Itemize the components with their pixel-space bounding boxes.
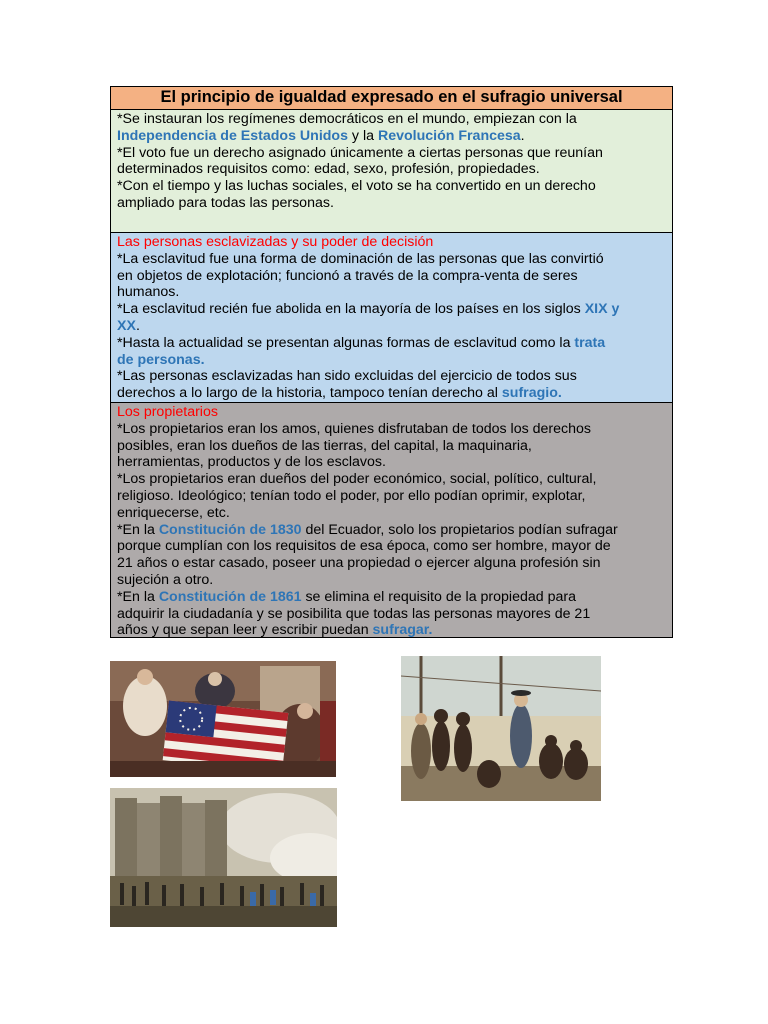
section-heading: Los propietarios [117,404,218,420]
text-fragment: y la [347,127,378,144]
highlight-french-revolution: Revolución Francesa [377,127,521,144]
text-fragment: se elimina el requisito de la propiedad para [301,588,576,605]
text-fragment: años y que sepan leer y escribir puedan [117,622,373,639]
text-line [117,335,666,352]
enslaved-people-engraving-image [401,656,601,801]
section-owners [111,402,672,637]
table-title: El principio de igualdad expresado en el sufragio universal [111,87,672,110]
info-table [110,86,673,638]
text-fragment: . [135,317,140,334]
text-line: *Se instauran los regímenes democráticos en el mundo, empiezan con la [117,111,577,127]
text-fragment: *La esclavitud recién fue abolida en la mayoría de los países en los siglos [117,301,585,318]
text-line: herramientas, productos y de los esclavos. [117,454,386,471]
section-universal-suffrage [111,110,672,232]
highlight-constitution-1861: Constitución de 1861 [158,588,302,605]
text-fragment: . [520,127,525,144]
text-line: sujeción a otro. [117,571,214,588]
text-line [117,128,666,145]
text-line [117,522,666,539]
section-heading: Las personas esclavizadas y su poder de decisión [117,234,434,250]
text-line [117,318,666,335]
text-line: adquirir la ciudadanía y se posibilita que todas las personas mayores de 21 [117,605,591,622]
text-line: ampliado para todas las personas. [117,194,334,211]
text-fragment: *En la [117,588,159,605]
text-line: *El voto fue un derecho asignado únicamente a ciertas personas que reunían [117,144,603,161]
text-line [117,301,666,318]
text-line: humanos. [117,284,180,301]
text-line: en objetos de explotación; funcionó a través de la compra-venta de seres [117,267,578,284]
text-line: *Los propietarios eran dueños del poder económico, social, político, cultural, [117,471,597,488]
text-line: religioso. Ideológico; tenían todo el poder, por ello podían oprimir, explotar, [117,487,586,504]
text-fragment: *En la [117,521,159,538]
text-line [117,385,666,402]
text-line [117,589,666,606]
highlight-us-independence: Independencia de Estados Unidos [117,127,348,144]
highlight-century-xx: XX [117,317,136,334]
text-fragment: derechos a lo largo de la historia, tampoco tenían derecho al [117,385,502,402]
section-enslaved-people [111,232,672,402]
text-line: *Los propietarios eran los amos, quienes disfrutaban de todos los derechos [117,420,591,437]
highlight-de-personas: de personas. [117,351,205,368]
text-fragment: del Ecuador, solo los propietarios podían sufragar [301,521,618,538]
text-line: enriquecerse, etc. [117,504,230,521]
highlight-centuries: XIX y [584,301,620,318]
text-line: porque cumplían con los requisitos de esa época, como ser hombre, mayor de [117,538,611,555]
highlight-trata: trata [574,334,606,351]
text-line: posibles, eran los dueños de las tierras, del capital, la maquinaria, [117,437,532,454]
bastille-painting-image [110,788,337,927]
text-line [117,352,666,369]
text-line [117,622,666,639]
text-fragment: *Hasta la actualidad se presentan algunas formas de esclavitud como la [117,334,575,351]
text-line: determinados requisitos como: edad, sexo, profesión, propiedades. [117,161,540,178]
text-line: *Las personas esclavizadas han sido excluidas del ejercicio de todos sus [117,368,577,385]
text-line: *Con el tiempo y las luchas sociales, el voto se ha convertido en un derecho [117,178,596,195]
highlight-sufragio: sufragio. [501,385,562,402]
highlight-sufragar: sufragar. [372,622,433,639]
flag-painting-image [110,661,336,777]
highlight-constitution-1830: Constitución de 1830 [158,521,302,538]
text-line: 21 años o estar casado, poseer una propiedad o ejercer alguna profesión sin [117,555,601,572]
text-line: *La esclavitud fue una forma de dominación de las personas que las convirtió [117,250,604,267]
